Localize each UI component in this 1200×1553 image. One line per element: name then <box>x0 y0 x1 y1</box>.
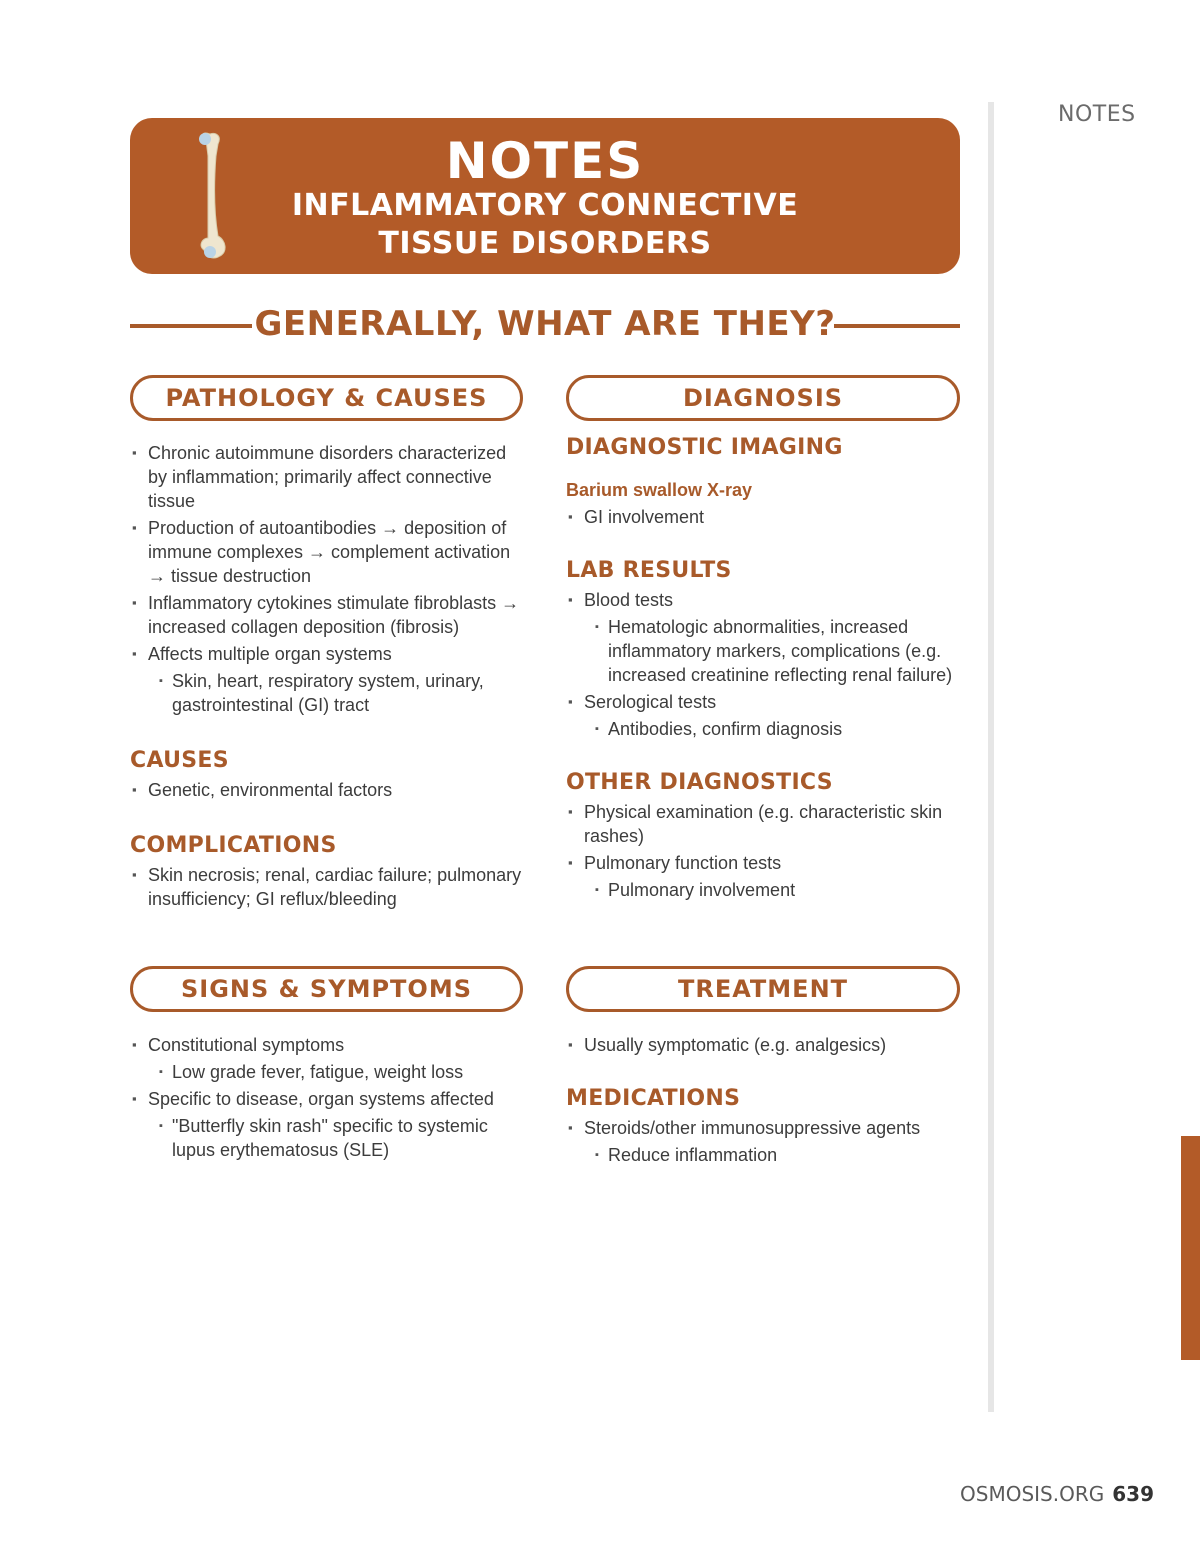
chapter-side-tab <box>1181 1136 1200 1360</box>
list-item: ▪ GI involvement <box>566 505 960 529</box>
pathology-list <box>130 441 525 717</box>
margin-divider <box>988 102 994 1412</box>
signs-content <box>130 1030 525 1162</box>
barium-swallow-heading: Barium swallow X-ray <box>566 480 753 500</box>
pathology-section-title: PATHOLOGY & CAUSES <box>130 375 523 421</box>
sub-list-item: ▪ "Butterfly skin rash" specific to systemic lupus erythematosus (SLE) <box>158 1114 525 1162</box>
list-item: ▪ Inflammatory cytokines stimulate fibroblasts → increased collagen deposition (fibrosis) <box>130 591 525 639</box>
general-heading-text: GENERALLY, WHAT ARE THEY? <box>254 304 836 344</box>
list-item: ▪ Genetic, environmental factors <box>130 778 525 802</box>
lab-results-list <box>566 588 960 741</box>
header-subtitle-line2: TISSUE DISORDERS <box>378 226 712 261</box>
list-item: ▪ Constitutional symptoms <box>130 1033 525 1057</box>
list-item: ▪ Blood tests <box>566 588 960 612</box>
causes-list <box>130 778 525 802</box>
list-item: ▪ Physical examination (e.g. characteristic skin rashes) <box>566 800 960 848</box>
complications-heading: COMPLICATIONS <box>130 833 337 858</box>
causes-heading: CAUSES <box>130 748 229 773</box>
list-item: ▪ Usually symptomatic (e.g. analgesics) <box>566 1033 960 1057</box>
list-item: ▪ Serological tests <box>566 690 960 714</box>
header-title: NOTES <box>445 132 645 190</box>
list-item: ▪ Skin necrosis; renal, cardiac failure; pulmonary insufficiency; GI reflux/bleeding <box>130 863 525 911</box>
sub-list-item: ▪ Hematologic abnormalities, increased inflammatory markers, complications (e.g. increased creatinine reflecting renal failure) <box>594 615 960 687</box>
general-heading <box>130 304 960 348</box>
diagnosis-content <box>566 434 960 902</box>
lab-results-heading: LAB RESULTS <box>566 558 732 583</box>
header-subtitle-line1: INFLAMMATORY CONNECTIVE <box>291 188 799 223</box>
diagnosis-section-title: DIAGNOSIS <box>566 375 960 421</box>
list-item: ▪ Chronic autoimmune disorders characterized by inflammation; primarily affect connective tissue <box>130 441 525 513</box>
signs-list <box>130 1033 525 1162</box>
sub-list-item: ▪ Reduce inflammation <box>594 1143 960 1167</box>
page-number: 639 <box>1112 1482 1154 1506</box>
other-diagnostics-list <box>566 800 960 902</box>
medications-list <box>566 1116 960 1167</box>
sub-list-item: ▪ Skin, heart, respiratory system, urinary, gastrointestinal (GI) tract <box>158 669 525 717</box>
treatment-content <box>566 1030 960 1167</box>
signs-section-title: SIGNS & SYMPTOMS <box>130 966 523 1012</box>
pathology-content <box>130 438 525 911</box>
list-item: ▪ Steroids/other immunosuppressive agents <box>566 1116 960 1140</box>
barium-list <box>566 505 960 529</box>
treatment-list <box>566 1033 960 1057</box>
sub-list-item: ▪ Pulmonary involvement <box>594 878 960 902</box>
list-item: ▪ Pulmonary function tests <box>566 851 960 875</box>
complications-list <box>130 863 525 911</box>
list-item: ▪ Production of autoantibodies → deposition of immune complexes → complement activation → tissue destruction <box>130 516 525 588</box>
footer-site: OSMOSIS.ORG <box>960 1482 1105 1506</box>
margin-notes-label: NOTES <box>1058 102 1136 127</box>
treatment-section-title: TREATMENT <box>566 966 960 1012</box>
other-diagnostics-heading: OTHER DIAGNOSTICS <box>566 770 833 795</box>
diagnostic-imaging-heading: DIAGNOSTIC IMAGING <box>566 435 843 460</box>
sub-list-item: ▪ Antibodies, confirm diagnosis <box>594 717 960 741</box>
header-banner <box>130 118 960 274</box>
page-footer <box>960 1482 1154 1506</box>
list-item: ▪ Specific to disease, organ systems affected <box>130 1087 525 1111</box>
medications-heading: MEDICATIONS <box>566 1086 741 1111</box>
sub-list-item: ▪ Low grade fever, fatigue, weight loss <box>158 1060 525 1084</box>
list-item: ▪ Affects multiple organ systems <box>130 642 525 666</box>
